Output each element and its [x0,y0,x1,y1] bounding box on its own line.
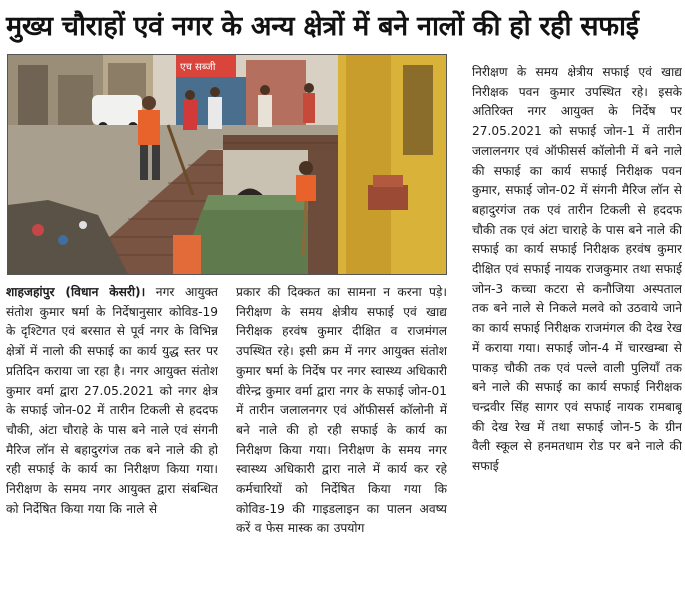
column-2-text: प्रकार की दिक्कत का सामना न करना पड़े। निरीक्षण के समय क्षेत्रीय सफाई एवं खाद्य निरीक्षक हरवंष कुमार दीक्षित व राजमंगल उपस्थित रहे। इसी क्रम में नगर आयुक्त संतोश कुमार षर्मा के निर्देष पर नगर स्वास्थ्य अधिकारी वीरेन्द्र कुमार वर्मा द्वारा नगर के सफाई जोन-01 में तारीन जलालनगर एवं ऑफीसर्स कॉलोनी में बने नाले की हो रही सफाई के कार्य का निरीक्षण किया गया। निरीक्षण के समय नगर स्वास्थ्य अधिकारी द्वारा नाले में कार्य कर रहे कर्मचारियों को निर्देषित किया गया कि कोविड-19 की गाइडलाइन का पालन अवष्य करें व फेस मास्क का उपयोग [236,285,447,536]
column-3-text: निरीक्षण के समय क्षेत्रीय सफाई एवं खाद्य निरीक्षक पवन कुमार उपस्थित रहे। इसके अतिरिक्त नगर आयुक्त के निर्देष पर 27.05.2021 को सफाई जोन-1 में तारीन जलालनगर एवं ऑफीसर्स कॉलोनी में बने नाले की सफाई का कार्य सफाई निरीक्षक पवन कुमार, सफाई जोन-02 में संगनी मैरिज लॉन से बहादुरगंज तक एवं तारीन टिकली से हददफ चौकी तक एवं अंटा चाराहे के पास बने नाले की सफाई का कार्य सफाई निरीक्षक हरवंष कुमार दीक्षित एवं सफाई नायक राजकुमार तथा सफाई जोन-3 कच्चा कटरा से कनौजिया अस्पताल तक बने नाले से निकले मलवे को उठवाये जाने का कार्य सफाई निरीक्षक राजमंगल की देख रेख में कराया गया। सफाई जोन-4 में चारखम्बा से पाकड़ चौकी तक एवं पल्ले वाली पुलियाँ तक बने नाले की सफाई का कार्य सफाई निरीक्षक चन्द्रवीर सिंह सागर एवं सफाई नायक रामबाबू की देख रेख में तथा सफाई जोन-5 के ग्रीन वैली स्कूल से हनमतधाम रोड पर बने नाले की सफाई [472,65,682,474]
article-column-2 [236,283,447,597]
article-column-1 [6,283,218,597]
column-1-text: नगर आयुक्त संतोश कुमार षर्मा के निर्देषानुसार कोविड-19 के दृश्टिगत एवं बरसात से पूर्व नगर के विभिन्न क्षेत्रों में नालो की सफाई का कार्य युद्ध स्तर पर प्रतिदिन कराया जा रहा है। नगर आयुक्त संतोश कुमार वर्मा द्वारा 27.05.2021 को नगर क्षेत्र के सफाई जोन-02 में तारीन टिकली से हददफ चौकी, अंटा चौराहे के पास बने नाले एवं संगनी मैरिज लॉन से बहादुरगंज तक बने नाले की हो रही सफाई के कार्य का निरीक्षण किया गया। निरीक्षण के समय नगर आयुक्त द्वारा संबन्धित को निर्देषित किया गया कि नाले से [6,285,218,516]
news-photo-drain-cleaning [7,54,447,275]
dateline: शाहजहांपुर (विधान केसरी)। [6,285,146,299]
headline: मुख्य चौराहों एवं नगर के अन्य क्षेत्रों में बने नालों की हो रही सफाई [6,11,639,42]
shop-signboard: एच सब्जी [180,62,216,73]
article-column-3 [472,63,682,597]
